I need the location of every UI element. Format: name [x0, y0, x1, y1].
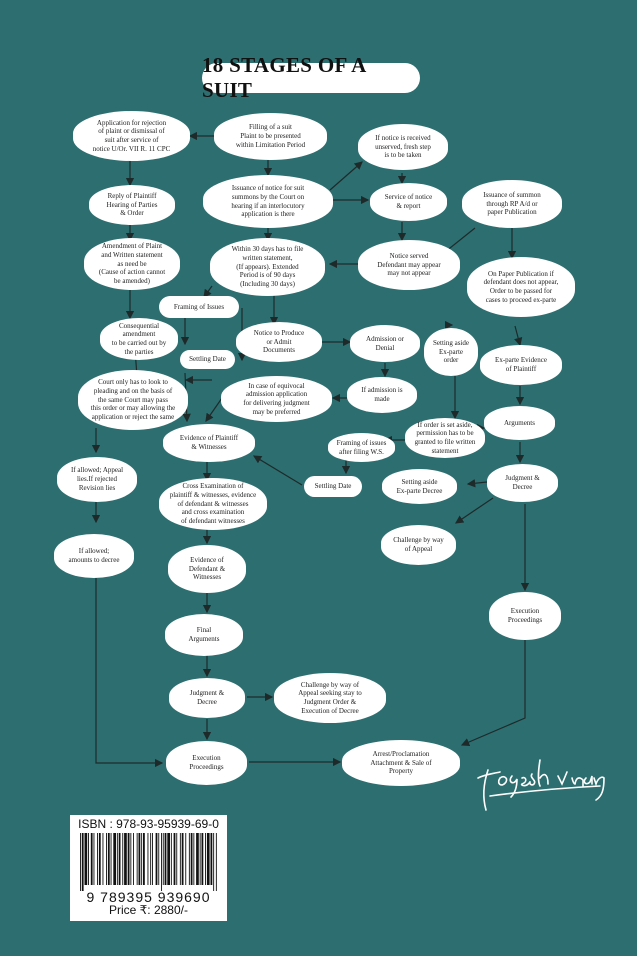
node-notice-received: If notice is received unserved, fresh step is to be taken	[358, 124, 448, 170]
node-framing-ws: Framing of issues after filing W.S.	[328, 433, 395, 462]
node-set-aside-order: Setting aside Ex-parte order	[424, 328, 478, 376]
barcode-bar	[128, 833, 130, 885]
barcode-bar	[200, 833, 201, 885]
barcode-bar	[180, 833, 181, 885]
barcode-bar	[205, 833, 206, 885]
signature	[470, 748, 610, 818]
barcode-bar	[124, 833, 127, 885]
node-settling-date-2: Settling Date	[304, 476, 362, 497]
barcode-bar	[82, 833, 84, 891]
isbn-label: ISBN : 978-93-95939-69-0	[78, 817, 219, 831]
node-execution-left: Execution Proceedings	[166, 741, 247, 785]
barcode-bar	[80, 833, 81, 891]
node-rejection: Application for rejection of plaint or dismissal of suit after service of notice U/Or. VII R. 11 CPC	[73, 111, 190, 161]
barcode-bar	[211, 833, 213, 885]
barcode-bar	[165, 833, 167, 885]
node-if-admission: If admission is made	[347, 377, 417, 413]
barcode-bar	[94, 833, 95, 885]
barcode-bar	[189, 833, 190, 885]
node-equivocal: In case of equivocal admission application for delivering judgment may be preferred	[221, 376, 332, 422]
barcode-bar	[156, 833, 158, 885]
node-challenge-stay: Challenge by way of Appeal seeking stay to Judgment Order & Execution of Decree	[274, 673, 386, 723]
node-judgment-right: Judgment & Decree	[487, 464, 558, 502]
barcode-bar	[85, 833, 88, 885]
node-admission: Admission or Denial	[350, 325, 420, 362]
barcode-bar	[161, 833, 162, 891]
node-written-statement: Within 30 days has to file written statement, (If appears). Extended Period is of 90 days (Including 30 days)	[210, 238, 325, 296]
barcode-bar	[148, 833, 149, 885]
node-evidence-plaintiff: Evidence of Plaintiff & Witnesses	[163, 424, 255, 462]
barcode-bar	[141, 833, 142, 885]
barcode	[78, 833, 219, 891]
barcode-bar	[152, 833, 153, 885]
barcode-bar	[106, 833, 107, 885]
node-set-aside-decree: Setting aside Ex-parte Decree	[382, 469, 457, 504]
node-judgment-mid: Judgment & Decree	[169, 678, 245, 718]
barcode-bar	[122, 833, 123, 885]
node-evidence-defendant: Evidence of Defendant & Witnesses	[168, 545, 246, 593]
barcode-bar	[176, 833, 177, 885]
barcode-bar	[216, 833, 217, 891]
barcode-bar	[213, 833, 214, 891]
barcode-bar	[202, 833, 204, 885]
node-execution-right: Execution Proceedings	[489, 592, 561, 640]
node-notice-served: Notice served Defendant may appear may not appear	[358, 240, 460, 290]
node-paper-publication: On Paper Publication if defendant does not appear, Order to be passed for cases to proceed ex-parte	[467, 257, 575, 317]
barcode-bar	[88, 833, 89, 885]
node-consequential: Consequential amendment to be carried out by the parties	[100, 318, 178, 360]
barcode-bar	[97, 833, 98, 885]
node-cross-exam: Cross Examination of plaintiff & witnesses, evidence of defendant & witnesses and cross examination of defendant witnesses	[159, 478, 267, 530]
barcode-bar	[139, 833, 141, 885]
node-reply: Reply of Plaintiff Hearing of Parties & Order	[89, 185, 175, 225]
barcode-bar	[158, 833, 159, 885]
node-arrest: Arrest/Proclamation Attachment & Sale of Property	[342, 740, 460, 786]
isbn-digits: 9 789395 939690	[86, 889, 211, 905]
node-challenge-appeal: Challenge by way of Appeal	[381, 525, 456, 565]
barcode-bar	[185, 833, 186, 885]
barcode-bar	[143, 833, 145, 885]
barcode-bar	[163, 833, 164, 885]
node-amendment: Amendment of Plaint and Written statement as need be (Cause of action cannot be amended)	[84, 238, 180, 290]
barcode-bar	[130, 833, 131, 885]
node-issuance: Issuance of notice for suit summons by the Court on hearing if an interlocutory application is there	[203, 175, 333, 228]
node-summon-rpad: Issuance of summon through RP A/d or paper Publication	[462, 180, 562, 228]
barcode-bar	[174, 833, 176, 885]
barcode-bar	[167, 833, 170, 885]
barcode-bar	[111, 833, 112, 885]
barcode-bar	[119, 833, 121, 885]
node-if-allowed-appeal: If allowed; Appeal lies.If rejected Revision lies	[57, 457, 137, 502]
node-framing-issues: Framing of Issues	[159, 296, 239, 318]
barcode-bar	[182, 833, 184, 885]
barcode-bar	[117, 833, 118, 885]
barcode-bar	[150, 833, 151, 885]
node-settling-date-1: Settling Date	[180, 350, 235, 369]
price-label: Price ₹: 2880/-	[108, 903, 188, 917]
barcode-bar	[137, 833, 138, 885]
node-if-allowed-decree: If allowed; amounts to decree	[54, 534, 134, 578]
barcode-bar	[108, 833, 110, 885]
barcode-bar	[207, 833, 210, 885]
barcode-bar	[113, 833, 116, 885]
node-notice-produce: Notice to Produce or Admit Documents	[236, 322, 322, 362]
barcode-bar	[91, 833, 93, 885]
barcode-bar	[196, 833, 199, 885]
node-court-only: Court only has to look to pleading and on the basis of the same Court may pass this order or may allowing the application or reject the same	[78, 370, 188, 430]
barcode-bar	[193, 833, 194, 885]
node-final-arguments: Final Arguments	[165, 614, 243, 656]
node-exparte-evidence: Ex-parte Evidence of Plaintiff	[480, 345, 562, 385]
barcode-bar	[133, 833, 134, 885]
barcode-bar	[99, 833, 101, 885]
node-if-order-set-aside: If order is set aside, permission has to be granted to file written statement	[405, 418, 485, 458]
barcode-bar	[171, 833, 172, 885]
page-title: 18 STAGES OF A SUIT	[202, 63, 420, 93]
barcode-panel	[70, 815, 227, 921]
barcode-bar	[103, 833, 104, 885]
node-arguments-right: Arguments	[484, 406, 555, 440]
barcode-bar	[191, 833, 193, 885]
node-filing: Filling of a suit Plaint to be presented within Limitation Period	[214, 113, 327, 160]
node-service: Service of notice & report	[370, 183, 447, 221]
